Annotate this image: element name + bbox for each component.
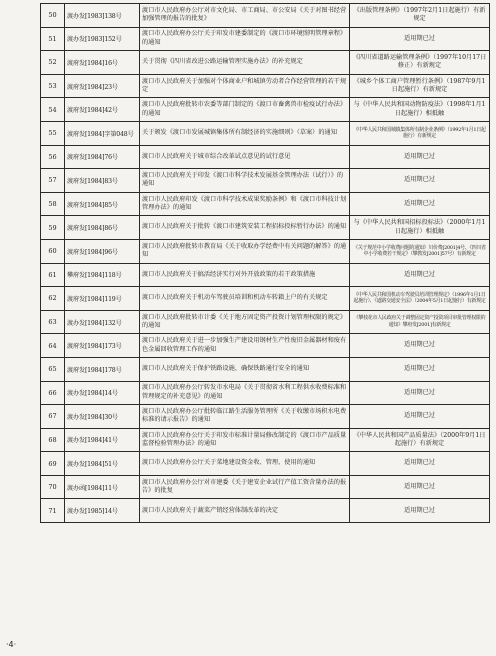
table-row	[41, 216, 490, 240]
document-title: 渡口市人民政府关于蔬菜产销经营体制改革的决定	[140, 499, 350, 523]
document-number: 渡办函[1984]11号	[65, 475, 140, 499]
table-body	[41, 4, 490, 523]
document-title: 渡口市人民政府批转市农委等部门制定的《渡口市畜禽兽市检疫试行办法》的通知	[140, 98, 350, 122]
review-status: 适用期已过	[350, 405, 490, 429]
document-title: 渡口市人民政府印发《渡口市科学技术成果奖励条例》和《渡口市科技计划管理办法》的通知	[140, 192, 350, 216]
table-row	[41, 287, 490, 311]
table-row	[41, 452, 490, 476]
row-number: 57	[41, 169, 65, 193]
document-number: 渡府发[1984]96号	[65, 239, 140, 263]
row-number: 68	[41, 428, 65, 452]
document-number: 渡办发[1984]14号	[65, 381, 140, 405]
review-status: 《关于规范中小学收费问题的通知》川价费[2001]4号、《四川省中小学收费若干规定》（攀教发[2001]57号）有新规定	[350, 239, 490, 263]
document-title: 渡口市人民政府关于保护铁路设施、确保铁路通行安全的通知	[140, 357, 350, 381]
row-number: 61	[41, 263, 65, 287]
row-number: 70	[41, 475, 65, 499]
row-number: 64	[41, 334, 65, 358]
review-status: 《中华人民共和国机动车驾驶员培训管理规定》（1996年1月1日起施行）、《道路交通安全法》（2004年5月1日起施行）有新规定	[350, 287, 490, 311]
row-number: 60	[41, 239, 65, 263]
table-row	[41, 263, 490, 287]
document-title: 渡口市人民政府关于印发《渡口市科学技术发展基金管理办法（试行）》的通知	[140, 169, 350, 193]
document-number: 渡府发[1984]119号	[65, 287, 140, 311]
review-status: 适用期已过	[350, 27, 490, 51]
table-row	[41, 381, 490, 405]
review-status: 适用期已过	[350, 263, 490, 287]
document-number: 渡办发[1984]41号	[65, 428, 140, 452]
review-status: 适用期已过	[350, 452, 490, 476]
table-row	[41, 428, 490, 452]
review-status: 与《中华人民共和国招标投标法》（2000年1月1日起施行）相抵触	[350, 216, 490, 240]
review-status: 《出版管理条例》（1997年2月1日起施行）有新规定	[350, 4, 490, 28]
regulations-table	[40, 3, 490, 523]
review-status: 与《中华人民共和国动物防疫法》（1998年1月1日起施行）相抵触	[350, 98, 490, 122]
review-status: 《中华人民共和国产品质量法》（2000年9月1日起施行）有新规定	[350, 428, 490, 452]
document-number: 渡办发[1983]138号	[65, 4, 140, 28]
document-title: 渡口市人民政府办公厅关于印发市建委制定的《渡口市环境照明管理章程》的通知	[140, 27, 350, 51]
document-title: 渡口市人民政府办公厅对市建委《关于建安企业试行产值工资含量办法的报告》的批复	[140, 475, 350, 499]
row-number: 62	[41, 287, 65, 311]
review-status: 适用期已过	[350, 381, 490, 405]
row-number: 56	[41, 145, 65, 169]
review-status: 《攀枝花市人民政府关于调整固定资产投资项目审批管理权限的通知》攀府发[2001]有新规定	[350, 310, 490, 334]
document-number: 渡府发[1984]86号	[65, 216, 140, 240]
document-number: 渡办发[1984]132号	[65, 310, 140, 334]
table-row	[41, 499, 490, 523]
table-row	[41, 310, 490, 334]
table-row	[41, 475, 490, 499]
table-row	[41, 121, 490, 145]
document-title: 渡口市人民政府关于城市综合改革试点意见的试行意见	[140, 145, 350, 169]
document-number: 攀府发[1984]118号	[65, 263, 140, 287]
document-number: 渡府发[1984]42号	[65, 98, 140, 122]
review-status: 适用期已过	[350, 357, 490, 381]
document-number: 渡府发[1984]83号	[65, 169, 140, 193]
document-number: 渡府发[1984]173号	[65, 334, 140, 358]
row-number: 51	[41, 27, 65, 51]
document-number: 渡办发[1983]152号	[65, 27, 140, 51]
row-number: 52	[41, 51, 65, 75]
row-number: 65	[41, 357, 65, 381]
document-title: 渡口市人民政府办公厅批转临江路生活服务管理所《关于收缴市场积水电费标准的请示报告》的通知	[140, 405, 350, 429]
document-number: 渡府发[1984]76号	[65, 145, 140, 169]
table-row	[41, 239, 490, 263]
table-row	[41, 405, 490, 429]
review-status: 《中华人民共和国城镇集体所有制企业条例》（1992年1月1日起施行）有新规定	[350, 121, 490, 145]
document-title: 关于颁发《渡口市发展城镇集体所有制经济的实施细则》（草案）的通知	[140, 121, 350, 145]
table-row	[41, 169, 490, 193]
review-status: 《城乡个体工商户管理暂行条例》（1987年9月1日起施行）有新规定	[350, 74, 490, 98]
row-number: 69	[41, 452, 65, 476]
document-title: 渡口市人民政府办公厅转发市水电局《关于贯彻省水利工程供水收费标准和管理规定的补充意见》的通知	[140, 381, 350, 405]
review-status: 《四川省道路运输管理条例》（1997年10月17日修正）有新规定	[350, 51, 490, 75]
row-number: 50	[41, 4, 65, 28]
document-title: 渡口市人民政府批转市教育局《关于收取办学经费中有关问题的解答》的通知	[140, 239, 350, 263]
review-status: 适用期已过	[350, 499, 490, 523]
row-number: 63	[41, 310, 65, 334]
table-row	[41, 74, 490, 98]
page-number: ·4·	[6, 640, 17, 649]
document-number: 渡府发[1984]178号	[65, 357, 140, 381]
row-number: 53	[41, 74, 65, 98]
document-title: 渡口市人民政府关于加强对个体商业户和城镇劳动者合作经营管理的若干规定	[140, 74, 350, 98]
document-title: 渡口市人民政府关于机动车驾驶员培训和机动车转籍上户的有关规定	[140, 287, 350, 311]
document-title: 渡口市人民政府办公厅对市文化局、市工商局、市公安局《关于对图书经营加强管理的报告的批复》	[140, 4, 350, 28]
table-row	[41, 145, 490, 169]
document-title: 渡口市人民政府关于搞活经济实行对外开放政策的若干政策措施	[140, 263, 350, 287]
document-number: 渡府发[1984]字第048号	[65, 121, 140, 145]
document-number: 渡府发[1984]23号	[65, 74, 140, 98]
row-number: 67	[41, 405, 65, 429]
table-row	[41, 357, 490, 381]
table-row	[41, 334, 490, 358]
document-title: 关于贯彻《四川省改进公路运输管理实施办法》的补充规定	[140, 51, 350, 75]
row-number: 66	[41, 381, 65, 405]
review-status: 适用期已过	[350, 145, 490, 169]
document-title: 渡口市人民政府关于进一步加强生产建设用钢材生产性废旧金属器材和废有色金属回收管理工作的通知	[140, 334, 350, 358]
document-number: 渡办发[1984]30号	[65, 405, 140, 429]
document-title: 渡口市人民政府批转市计委《关于地方固定资产投资计划管理权限的规定》的通知	[140, 310, 350, 334]
document-title: 渡口市人民政府办公厅关于菜地建设资金收、管理、使用的通知	[140, 452, 350, 476]
review-status: 适用期已过	[350, 475, 490, 499]
review-status: 适用期已过	[350, 169, 490, 193]
document-number: 渡办发[1984]51号	[65, 452, 140, 476]
document-number: 渡办发[1985]14号	[65, 499, 140, 523]
table-row	[41, 98, 490, 122]
table-row	[41, 51, 490, 75]
table-row	[41, 192, 490, 216]
row-number: 58	[41, 192, 65, 216]
table-row	[41, 27, 490, 51]
document-title: 渡口市人民政府办公厅关于印发市标准计量局修改制定的《渡口市产品质量监督检验管理办法》的通知	[140, 428, 350, 452]
document-title: 渡口市人民政府关于批转《渡口市建筑安装工程招标投标暂行办法》的通知	[140, 216, 350, 240]
row-number: 54	[41, 98, 65, 122]
document-number: 渡府发[1984]85号	[65, 192, 140, 216]
document-number: 渡府发[1984]16号	[65, 51, 140, 75]
row-number: 55	[41, 121, 65, 145]
review-status: 适用期已过	[350, 334, 490, 358]
table-row	[41, 4, 490, 28]
review-status: 适用期已过	[350, 192, 490, 216]
row-number: 71	[41, 499, 65, 523]
row-number: 59	[41, 216, 65, 240]
